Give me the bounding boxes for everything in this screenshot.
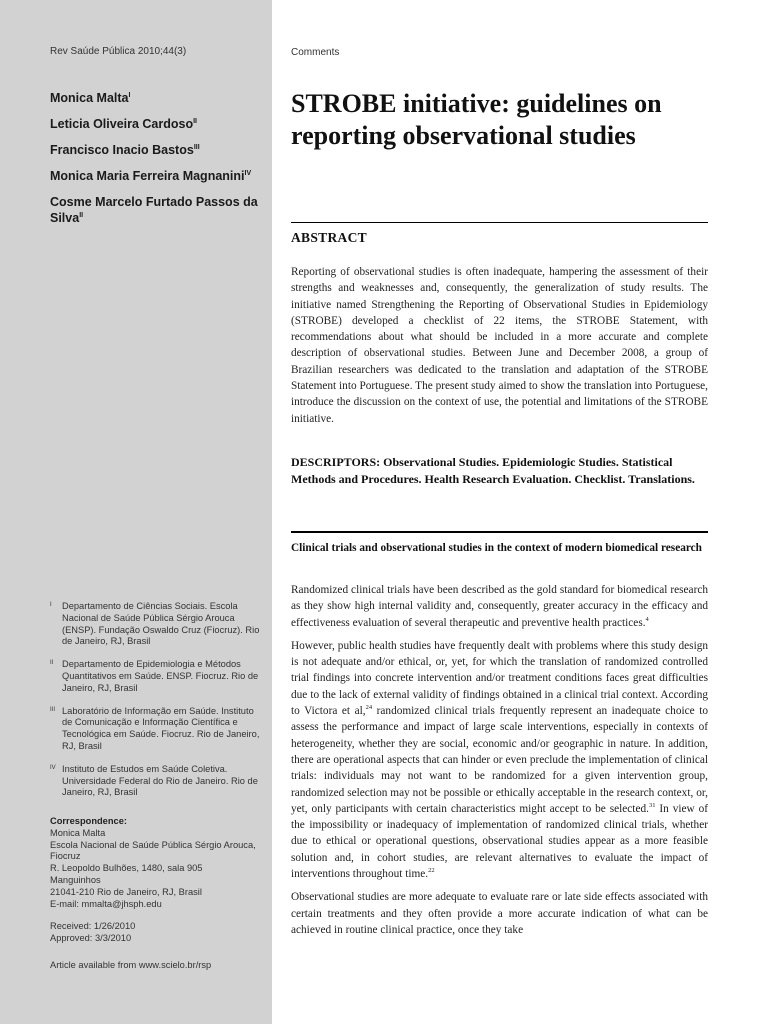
descriptors [291,454,708,487]
affiliation-mark: I [128,91,131,99]
correspondence-line: 21041-210 Rio de Janeiro, RJ, Brasil [50,886,202,897]
affiliation-item: I Departamento de Ciências Sociais. Escola Nacional de Saúde Pública Sérgio Arouca (ENSP). Fundação Oswaldo Cruz (Fiocruz). Rio de Janeiro, RJ, Brasil [50,601,260,647]
correspondence-heading: Correspondence: [50,816,127,826]
author-name: Francisco Inacio Bastos$^{III}$ [50,143,200,157]
divider [291,222,708,223]
author-name: Cosme Marcelo Furtado Passos da Silva$^{II}$ [50,195,258,225]
correspondence-block [50,816,262,910]
affiliation-item: III Laboratório de Informação em Saúde. Instituto de Comunicação e Informação Científica e Tecnológica em Saúde. Fiocruz. Rio de Janeiro, RJ, Brasil [50,705,260,751]
reference-mark: 31 [648,802,656,810]
affiliation-mark: III [50,706,56,713]
body-paragraph: Observational studies are more adequate to evaluate rare or late side effects associated with certain treatments and they often provide a more accurate indication of what can be achieved in routine clinical practice, once they take [291,891,708,936]
affiliation-mark: I [50,602,52,608]
descriptors-text: Observational Studies. Epidemiologic Studies. Statistical Methods and Procedures. Health Research Evaluation. Checklist. Translations. [291,455,695,486]
correspondence-line: Escola Nacional de Saúde Pública Sérgio Arouca, Fiocruz [50,839,256,862]
approved-date: Approved: 3/3/2010 [50,932,132,943]
affiliation-item: IV Instituto de Estudos em Saúde Coletiva. Universidade Federal do Rio de Janeiro. Rio de Janeiro, RJ, Brasil [50,763,258,798]
author-list [50,90,262,236]
reference-mark: 22 [428,867,435,875]
correspondence-line: Monica Malta [50,827,106,838]
affiliation-item: II Departamento de Epidemiologia e Métodos Quantitativos em Saúde. ENSP. Fiocruz. Rio de Janeiro, RJ, Brasil [50,659,259,693]
affiliation-mark: II [79,211,84,219]
article-title: STROBE initiative: guidelines on reporting observational studies [291,89,662,150]
abstract-heading: ABSTRACT [291,230,367,245]
author-name: Monica Maria Ferreira Magnanini$^{IV}$ [50,169,252,183]
section-heading: Clinical trials and observational studies in the context of modern biomedical research [291,542,702,554]
reference-mark: 24 [365,704,373,712]
affiliation-mark: IV [50,764,56,771]
journal-citation: Rev Saúde Pública 2010;44(3) [50,46,187,57]
abstract-text: Reporting of observational studies is often inadequate, hampering the assessment of their strengths and weaknesses and, consequently, the generalization of study results. The initiative named Strengthening the Reporting of Observational Studies in Epidemiology (STROBE) developed a checklist of 22 items, the STROBE Statement, with recommendations about what should be included in a more accurate and complete description of observational studies. Between June and December 2008, a group of Brazilian researchers was dedicated to the translation and adaptation of the STROBE Statement into Portuguese. The present study aimed to show the translation into Portuguese, introduce the discussion on the context of use, the potential and limitations of the STROBE initiative. [291,266,708,425]
affiliation-mark: II [193,117,197,125]
affiliation-list [50,601,262,810]
correspondence-email[interactable]: E-mail: mmalta@jhsph.edu [50,898,162,909]
body-paragraph: Randomized clinical trials have been described as the gold standard for biomedical research as they show high internal validity and, consequently, greater accuracy in the efficacy and effectiveness evaluation of several therapeutic and preventive health practices.$^4$ [291,584,708,629]
affiliation-mark: IV [244,169,252,177]
affiliation-mark: III [193,143,200,151]
submission-dates [50,921,262,945]
reference-mark: 4 [645,615,649,623]
divider [291,531,708,533]
body-paragraph: However, public health studies have frequently dealt with problems where this study design is not adequate and/or ethical, or, yet, for which the translation of randomized controlled trial findings into concrete intervention and/or treatment conditions faces great difficulties due to the lack of external validity of findings obtained in a clinical trial context. According to Victora et al,$^{24}$ randomized clinical trials frequently represent an inadequate choice to assess the performance and impact of large scale interventions, especially in contexts of heterogeneity, whether they are social, economic and/or geographic in nature. In addition, there are operational aspects that can hinder or even preclude the implementation of clinical trials: individuals may not want to be randomized for a given intervention group, randomized selection may not be possible or ethically acceptable in the research context, or, yet, only participants with certain characteristics might accept to be selected.$^{31}$ In view of the impossibility or inadequacy of implementation of randomized clinical trials, whether due to ethical or operational questions, observational studies appear as a more feasible solution and, in cohort studies, are relevant alternatives to evaluate the impact of interventions throughout time.$^{22}$ [291,639,708,881]
availability-link[interactable]: Article available from www.scielo.br/rsp [50,960,212,970]
descriptors-label: DESCRIPTORS: [291,455,381,469]
section-label: Comments [291,47,340,58]
author-name: Leticia Oliveira Cardoso$^{II}$ [50,117,197,131]
received-date: Received: 1/26/2010 [50,921,136,931]
author-name: Monica Malta$^I$ [50,91,131,105]
affiliation-mark: II [50,660,54,667]
body-text [291,582,708,945]
correspondence-line: Manguinhos [50,874,101,885]
correspondence-line: R. Leopoldo Bulhões, 1480, sala 905 [50,863,203,874]
